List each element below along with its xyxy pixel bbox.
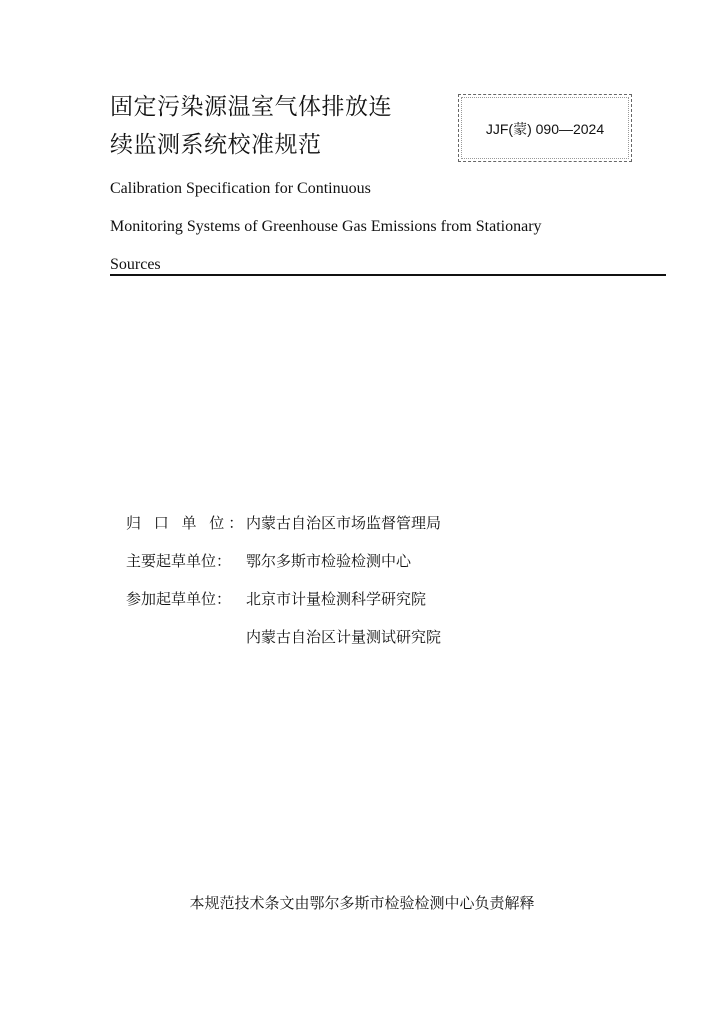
title-divider xyxy=(110,274,666,276)
unit-row-responsible xyxy=(126,508,441,546)
chinese-title-line-2: 续监测系统校准规范 xyxy=(110,132,322,158)
english-title-line-2: Monitoring Systems of Greenhouse Gas Emissions from Stationary xyxy=(110,218,542,235)
specification-code: JJF(蒙) 090—2024 xyxy=(485,121,605,137)
interpretation-note: 本规范技术条文由鄂尔多斯市检验检测中心负责解释 xyxy=(189,894,535,912)
unit-label: 归 口 单 位： xyxy=(126,514,248,532)
unit-value: 内蒙古自治区市场监督管理局 xyxy=(246,514,442,532)
unit-value: 北京市计量检测科学研究院 xyxy=(246,590,427,608)
unit-row-participating-drafter-2 xyxy=(126,622,441,660)
unit-label: 主要起草单位： xyxy=(126,552,232,570)
english-title-line-3: Sources xyxy=(110,256,161,273)
specification-code-box xyxy=(458,94,632,162)
unit-row-participating-drafter xyxy=(126,584,441,622)
unit-value: 内蒙古自治区计量测试研究院 xyxy=(246,628,442,646)
english-title-line-1: Calibration Specification for Continuous xyxy=(110,180,371,197)
unit-label xyxy=(126,622,246,660)
unit-value: 鄂尔多斯市检验检测中心 xyxy=(246,552,412,570)
unit-label: 参加起草单位： xyxy=(126,590,232,608)
chinese-title xyxy=(110,88,450,164)
english-title xyxy=(110,170,670,284)
chinese-title-line-1: 固定污染源温室气体排放连 xyxy=(110,94,392,120)
unit-row-main-drafter xyxy=(126,546,441,584)
drafting-units xyxy=(126,508,441,660)
